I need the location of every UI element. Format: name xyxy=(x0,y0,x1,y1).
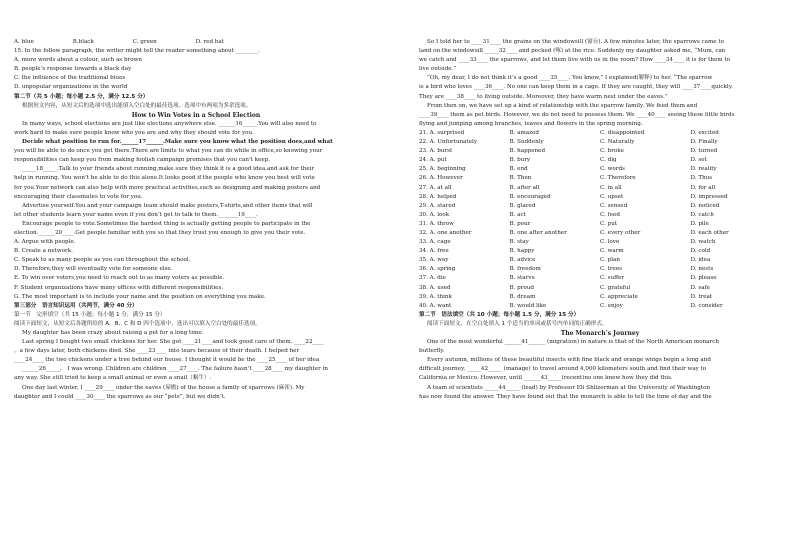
choice-a[interactable]: A. Argue with people. xyxy=(14,239,76,246)
cloze-option-23-a[interactable]: 23. A. burst xyxy=(419,148,453,155)
section2-heading: 第二节（共 5 小题；每小题 2.5 分，满分 12.5 分） xyxy=(14,93,149,100)
cloze-option-31-d[interactable]: D. pile xyxy=(690,220,709,227)
grammar-section-heading: 第二节 语法填空（共 10 小题；每小题 1.5 分，满分 15 分） xyxy=(419,311,580,318)
story-line: So I told her to ____31____ the grains on the windowsill (窗台). A few minutes later, the sparrows came to xyxy=(427,39,724,45)
cloze-option-35-b[interactable]: B. advice xyxy=(509,257,536,264)
cloze-option-32-c[interactable]: C. every other xyxy=(600,229,641,236)
passage-line: _____18_____.Talk to your friends about running,make sure they think it is a good idea,and ask for their xyxy=(22,166,315,173)
grammar-instruction: 阅读下面短文，在空白处填入 1 个适当的单词或括号内单词的正确形式。 xyxy=(427,320,608,327)
cloze-option-33-b[interactable]: B. stay xyxy=(509,239,529,246)
story-line: we catch and ____33____ the sparrows, and let them live with us in the room? How ____34____ it is for them to xyxy=(419,57,730,64)
cloze-option-23-b[interactable]: B. happened xyxy=(509,148,546,155)
cloze-option-34-a[interactable]: 34. A. free xyxy=(419,248,449,255)
cloze-option-21-b[interactable]: B. amazed xyxy=(509,129,539,136)
cloze-option-row xyxy=(419,302,781,311)
cloze-option-40-a[interactable]: 40. A. want xyxy=(419,302,452,309)
choice-c[interactable]: C. Speak to as many people as you can throughout the school. xyxy=(14,257,191,264)
cloze-option-40-c[interactable]: C. enjoy xyxy=(600,302,623,309)
cloze-option-24-d[interactable]: D. set xyxy=(690,157,707,164)
cloze-option-row xyxy=(419,174,781,183)
cloze-option-37-b[interactable]: B. starve xyxy=(509,275,535,282)
cloze-option-25-d[interactable]: D. reality xyxy=(690,166,717,173)
cloze-option-row xyxy=(419,211,781,220)
cloze-option-22-d[interactable]: D. Finally xyxy=(690,139,718,146)
passage-line: responsibilities can keep you from making foolish campaign promises that you can’t keep. xyxy=(14,157,271,164)
cloze-option-row xyxy=(419,156,781,165)
story-line: daughter and I could ____30____ the sparrows as our “pets”, but we didn’t. xyxy=(14,393,226,400)
grammar-line: Every autumn, millions of these beautiful insects with fine black and orange wings begin a long and xyxy=(427,357,711,364)
cloze-option-36-d[interactable]: D. nests xyxy=(690,266,714,273)
story-line: My daughter has been crazy about raising a pet for a long time. xyxy=(22,330,204,336)
cloze-option-35-d[interactable]: D. idea xyxy=(690,257,711,264)
cloze-option-23-c[interactable]: C. broke xyxy=(600,148,624,155)
cloze-option-37-a[interactable]: 37. A. die xyxy=(419,275,446,282)
choice-d[interactable]: D. Therefore,they will eventually vote for someone else. xyxy=(14,266,173,273)
passage-line: Advertise yourself.You and your campaign team should make posters,T-shirts,and other items that will xyxy=(22,202,313,209)
cloze-option-38-d[interactable]: D. safe xyxy=(690,284,710,291)
cloze-option-row xyxy=(419,147,781,156)
story-line: ____24____ the two chickens under a tree behind our house. I thought it would be the ____25____ of her idea xyxy=(14,357,320,364)
story-line: flying and jumping among branches, leaves and flowers in the spring morning. xyxy=(419,120,643,127)
section2-instruction: 根据短文内容，从短文后的选项中选出能填入空白处的最佳选项。选项中有两项为多余选项。 xyxy=(22,102,252,109)
cloze-option-row xyxy=(419,193,781,202)
left-column xyxy=(14,38,378,402)
cloze-option-32-a[interactable]: 32. A. one another xyxy=(419,229,472,236)
cloze-option-22-b[interactable]: B. Suddenly xyxy=(509,139,544,146)
story-line: is a bird who loves ____36____. No one can keep them in a cage. If they are caught, they will ____37____quickly. xyxy=(419,84,733,91)
cloze-option-26-d[interactable]: D. Thus xyxy=(690,175,713,182)
cloze-option-37-d[interactable]: D. please xyxy=(690,275,717,282)
cloze-option-31-a[interactable]: 31. A. throw xyxy=(419,220,454,227)
cloze-option-29-b[interactable]: B. glared xyxy=(509,202,536,209)
cloze-option-row xyxy=(419,293,781,302)
passage-line: election.______20____.Get people familiar with you so that they trust you enough to give you their vote. xyxy=(14,229,306,236)
cloze-option-33-a[interactable]: 33. A. cage xyxy=(419,239,451,246)
q15-option-d[interactable]: D. unpopular organizations in the world xyxy=(14,84,128,91)
cloze-option-39-a[interactable]: 39. A. think xyxy=(419,293,452,300)
cloze-option-row xyxy=(419,165,781,174)
cloze-options-table xyxy=(419,129,781,311)
story-line: any way. She still tried to keep a small animal or even a snail（蜗牛）. xyxy=(14,375,212,382)
story-line: live outside.” xyxy=(419,66,457,73)
cloze-option-40-b[interactable]: B. would like xyxy=(509,302,547,309)
cloze-option-28-c[interactable]: C. upset xyxy=(600,193,624,200)
cloze-option-40-d[interactable]: D. consider xyxy=(690,302,723,309)
cloze-option-34-b[interactable]: B. happy xyxy=(509,248,535,255)
choice-e[interactable]: E. To win over voters,you need to reach out to as many voters as possible. xyxy=(14,275,225,282)
part3-heading: 第三部分 语言知识运用（共两节，满分 40 分） xyxy=(14,302,138,309)
choice-b[interactable]: B. Create a network. xyxy=(14,248,73,255)
cloze-option-29-d[interactable]: D. noticed xyxy=(690,202,720,209)
cloze-option-row xyxy=(419,247,781,256)
passage-line: encouraging their classmates to vote for you. xyxy=(14,193,143,200)
cloze-option-23-d[interactable]: D. turned xyxy=(690,148,718,155)
q14-option-c[interactable]: C. green xyxy=(132,39,157,45)
choice-g[interactable]: G. The most important is to include your name and the position on everything you make. xyxy=(14,293,266,300)
passage-line: Encourage people to vote.Sometimes the hardest thing is actually getting people to participate in the xyxy=(22,220,311,227)
cloze-option-24-b[interactable]: B. bury xyxy=(509,157,531,164)
q15-option-c[interactable]: C. the influence of the traditional blues xyxy=(14,75,126,82)
cloze-option-34-c[interactable]: C. warm xyxy=(600,248,624,255)
passage-line: help in running. You won’t be able to do this alone.It looks good if the people who know you best will vote xyxy=(14,175,315,182)
passage-line: work hard to make sure people know who you are and why they should vote for you. xyxy=(14,129,254,136)
cloze-option-39-d[interactable]: D. treat xyxy=(690,293,713,300)
cloze-option-row xyxy=(419,138,781,147)
cloze-option-31-b[interactable]: B. pour xyxy=(509,220,531,227)
q14-option-d[interactable]: D. red hat xyxy=(195,39,224,45)
cloze-option-36-a[interactable]: 36. A. spring xyxy=(419,266,456,273)
cloze-option-row xyxy=(419,229,781,238)
passage-line: In many ways, school elections are just like elections anywhere else. ______16_____.You will also need to xyxy=(22,120,317,127)
cloze-option-32-b[interactable]: B. one after another xyxy=(509,229,567,236)
cloze-option-22-a[interactable]: 22. A. Unfortunately xyxy=(419,139,477,146)
cloze-option-27-b[interactable]: B. after all xyxy=(509,184,540,191)
right-column xyxy=(419,38,781,402)
cloze-option-26-a[interactable]: 26. A. However xyxy=(419,175,463,182)
q14-options xyxy=(14,38,224,47)
cloze-option-37-c[interactable]: C. suffer xyxy=(600,275,625,282)
story-line: ，a few days later, both chickens died. She ____23____ into tears because of their death. I helped her xyxy=(14,348,300,355)
q14-option-a[interactable]: A. blue xyxy=(14,39,34,45)
cloze-option-27-d[interactable]: D. for all xyxy=(690,184,716,191)
cloze-option-33-d[interactable]: D. watch xyxy=(690,239,716,246)
cloze-option-28-a[interactable]: 28. A. helped xyxy=(419,193,457,200)
cloze-option-26-c[interactable]: C. Therefore xyxy=(600,175,636,182)
story-line: land on the windowsill _____32____ and pecked (啄) at the rice. Suddenly my daughter asked me, “Mum, can xyxy=(419,48,726,55)
cloze-option-25-a[interactable]: 25. A. beginning xyxy=(419,166,466,173)
cloze-option-row xyxy=(419,265,781,274)
cloze-option-22-c[interactable]: C. Naturally xyxy=(600,139,635,146)
cloze-option-row xyxy=(419,202,781,211)
passage-title: How to Win Votes in a School Election xyxy=(131,111,261,119)
cloze-option-38-c[interactable]: C. grateful xyxy=(600,284,631,291)
passage-line: for you.Your network can also help with more practical activities,such as designing and making posters and xyxy=(14,184,321,191)
cloze-option-36-c[interactable]: C. trees xyxy=(600,266,623,273)
passage-line: you will be able to do once you get there.There are limits to what you can do while in office,so knowing your xyxy=(14,148,323,155)
cloze-option-21-c[interactable]: C. disappointed xyxy=(600,129,645,136)
cloze-option-38-a[interactable]: 38. A. used xyxy=(419,284,451,291)
cloze-option-21-a[interactable]: 21. A. surprised xyxy=(419,129,465,136)
cloze-option-39-c[interactable]: C. appreciate xyxy=(600,293,638,300)
cloze-option-39-b[interactable]: B. dream xyxy=(509,293,536,300)
story-line: One day last winter, I ____29____ under the eaves (屋檐) of the house a family of sparrows (麻雀). My xyxy=(22,384,305,391)
choice-f[interactable]: F. Student organizations have many offices with different responsibilities. xyxy=(14,284,224,291)
cloze-option-35-a[interactable]: 35. A. way xyxy=(419,257,449,264)
cloze-option-row xyxy=(419,274,781,283)
cloze-option-29-c[interactable]: C. sensed xyxy=(600,202,628,209)
grammar-title: The Monarch’s Journey xyxy=(560,330,640,337)
cloze-option-row xyxy=(419,129,781,138)
cloze-option-29-a[interactable]: 29. A. stared xyxy=(419,202,456,209)
story-line: ____39____ them as pet birds. However, we do not need to possess them. We ____40____ seeing these little birds xyxy=(419,111,735,118)
grammar-line: difficult journey, _____42_____ (manage) to travel around 4,000 kilometers south and find their way to xyxy=(419,366,707,373)
cloze-option-28-d[interactable]: D. impressed xyxy=(690,193,728,200)
cloze-option-row xyxy=(419,238,781,247)
cloze-option-28-b[interactable]: B. encouraged xyxy=(509,193,551,200)
cloze-option-32-d[interactable]: D. each other xyxy=(690,229,729,236)
cloze-option-30-a[interactable]: 30. A. look xyxy=(419,211,450,218)
cloze-option-38-b[interactable]: B. proud xyxy=(509,284,534,291)
story-line: “Oh, my dear, I do not think it’s a good ____35____. You know,” I explained(解释) to her. “The sparrow xyxy=(427,75,713,82)
cloze-option-row xyxy=(419,184,781,193)
cloze-option-26-b[interactable]: B. Then xyxy=(509,175,532,182)
story-line: They are ____38____ to living outside. Moreover, they have warm nest under the eaves.” xyxy=(419,93,668,100)
part3-section1-heading: 第一节 完形填空（共 15 小题；每小题 1 分，满分 15 分） xyxy=(14,311,166,318)
cloze-option-row xyxy=(419,220,781,229)
cloze-option-33-c[interactable]: C. love xyxy=(600,239,620,246)
cloze-option-34-d[interactable]: D. cold xyxy=(690,248,711,255)
story-line: From then on, we have set up a kind of relationship with the sparrow family. We feed them and xyxy=(427,102,698,109)
cloze-option-24-c[interactable]: C. dig xyxy=(600,157,617,164)
passage-line: let other students learn your name even if you don’t get to talk to them._______19____. xyxy=(14,211,258,218)
cloze-option-27-c[interactable]: C. in all xyxy=(600,184,622,191)
grammar-line: butterfly. xyxy=(419,348,445,355)
grammar-line: A team of scientists _____44_____ (lead) by Professor Eli Shlizerman at the University of Washington xyxy=(427,384,711,391)
q15-stem: 15. In the follow paragraph, the writer might tell the reader something about ________. xyxy=(14,48,260,55)
grammar-line: One of the most wonderful ______41______ (migration) in nature is that of the North American monarch xyxy=(427,339,719,346)
cloze-option-30-d[interactable]: D. catch xyxy=(690,211,714,218)
cloze-option-35-c[interactable]: C. plan xyxy=(600,257,620,264)
cloze-option-25-b[interactable]: B. end xyxy=(509,166,528,173)
story-line: ______26_____， I was wrong. Children are children ____27____. The failure hasn’t ____28____ my daughter in xyxy=(22,366,328,373)
passage-line: Decide what position to run for.______17______.Make sure you know what the position does,and what xyxy=(22,139,333,146)
cloze-option-36-b[interactable]: B. freedom xyxy=(509,266,541,273)
q15-option-a[interactable]: A. more words about a colour, such as brown xyxy=(14,57,142,64)
grammar-line: has now found the answer. They have found out that the monarch is able to tell the time of day and the xyxy=(419,393,712,400)
story-line: Last spring I bought two small chickens for her. She got ____21____and took good care of them. ____22____ xyxy=(22,339,324,346)
grammar-line: California or Mexico. However, until ______43_____(recent)no one knew how they did this. xyxy=(419,375,673,382)
cloze-option-21-d[interactable]: D. excited xyxy=(690,129,719,136)
cloze-option-24-a[interactable]: 24. A. put xyxy=(419,157,447,164)
cloze-option-30-c[interactable]: C. feed xyxy=(600,211,620,218)
part3-instruction: 阅读下面短文，从短文后各题所给的 A、B、C 和 D 四个选项中，选出可以填入空白处的最佳选项。 xyxy=(14,320,261,327)
cloze-option-30-b[interactable]: B. act xyxy=(509,211,526,218)
cloze-option-31-c[interactable]: C. put xyxy=(600,220,618,227)
q14-option-b[interactable]: B.black xyxy=(72,39,94,45)
cloze-option-25-c[interactable]: C. words xyxy=(600,166,625,173)
cloze-option-27-a[interactable]: 27. A. at all xyxy=(419,184,452,191)
q15-option-b[interactable]: B. people’s response towards a black day xyxy=(14,66,132,73)
cloze-option-row xyxy=(419,284,781,293)
cloze-option-row xyxy=(419,256,781,265)
